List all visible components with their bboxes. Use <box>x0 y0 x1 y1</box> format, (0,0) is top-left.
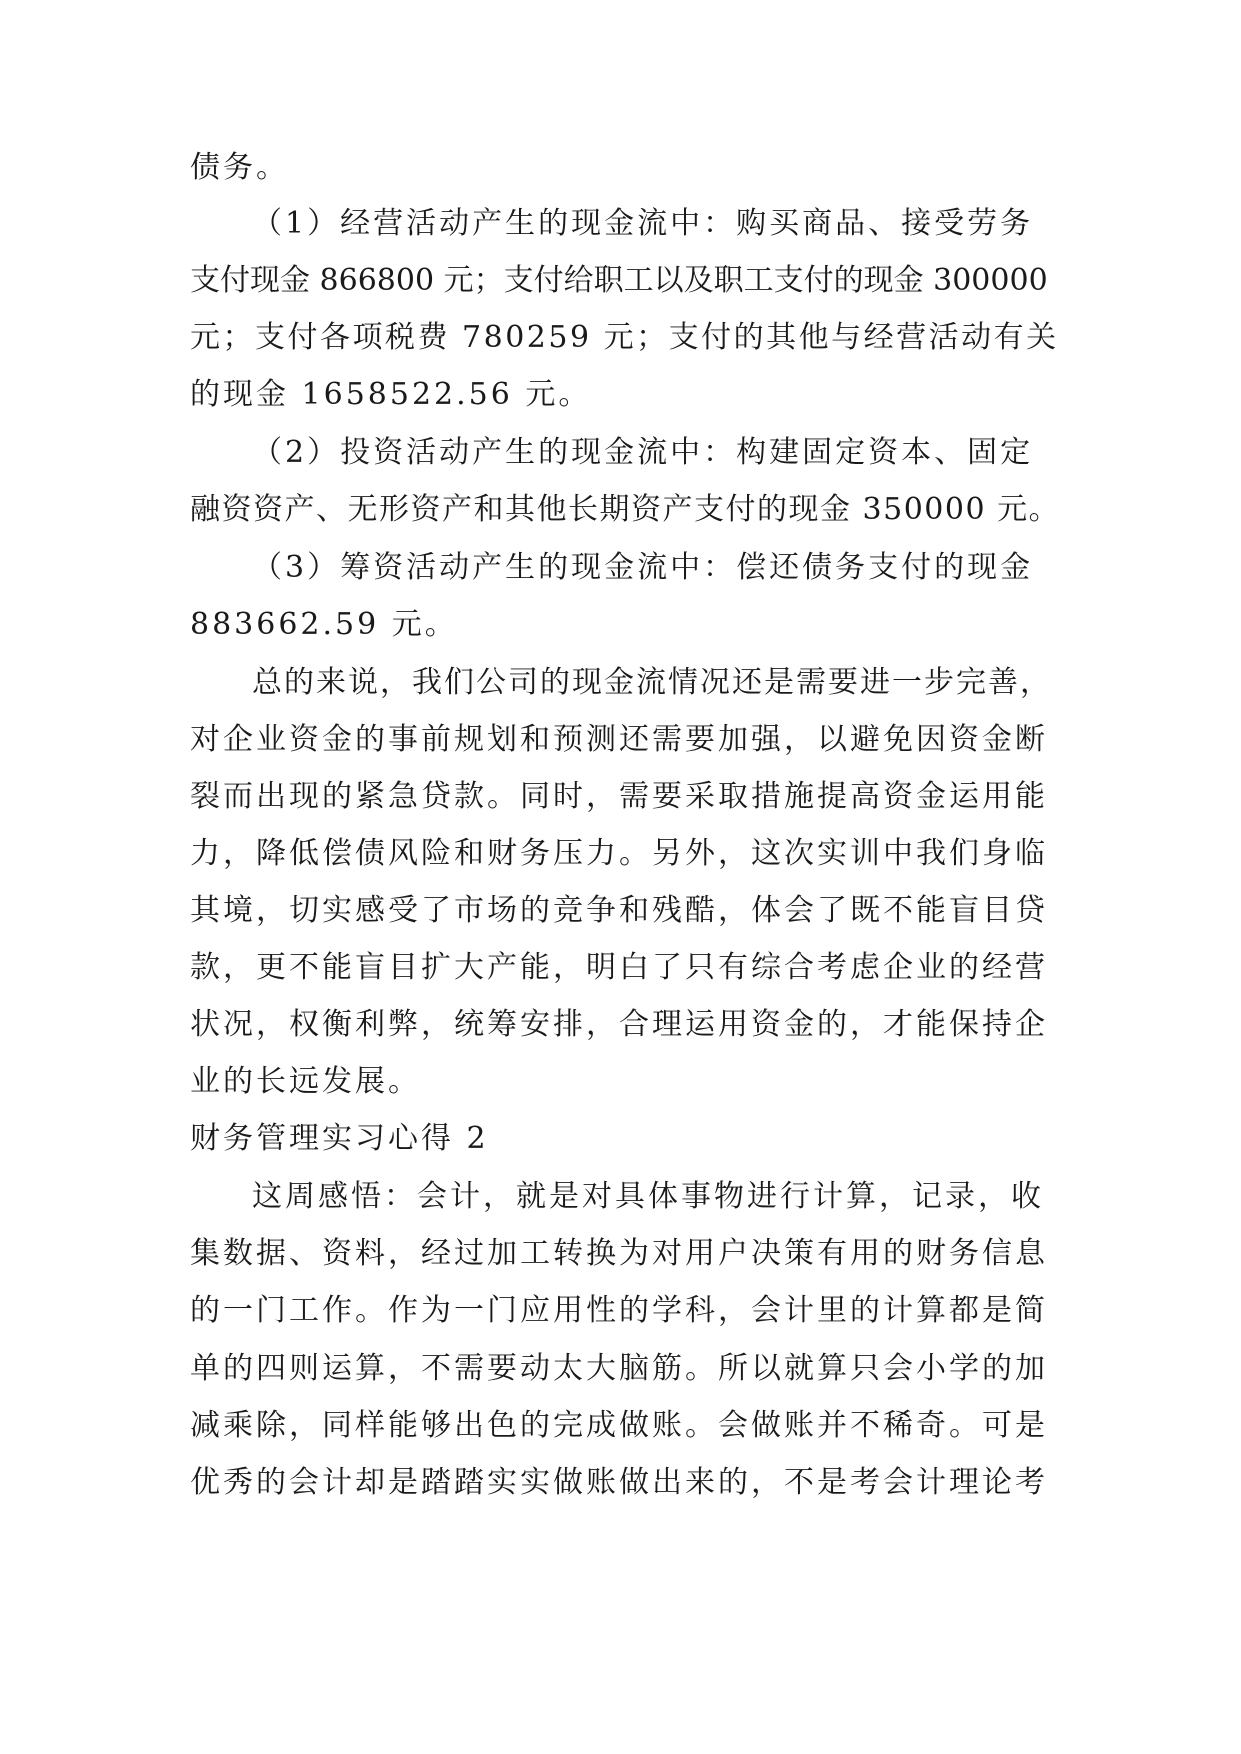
text-line-16: 状况，权衡利弊，统筹安排，合理运用资金的，才能保持企 <box>190 1007 1048 1042</box>
text-line-3: 支付现金 866800 元；支付给职工以及职工支付的现金 300000 <box>190 263 1048 298</box>
text-line-1: 债务。 <box>190 150 289 185</box>
text-line-10: 总的来说，我们公司的现金流情况还是需要进一步完善， <box>252 665 1052 700</box>
text-line-24: 优秀的会计却是踏踏实实做账做出来的，不是考会计理论考 <box>190 1465 1048 1500</box>
section-heading: 财务管理实习心得 2 <box>190 1121 489 1156</box>
text-line-13: 力，降低偿债风险和财务压力。另外，这次实训中我们身临 <box>190 836 1048 871</box>
text-line-5: 的现金 1658522.56 元。 <box>190 377 592 412</box>
text-line-6: （2）投资活动产生的现金流中：构建固定资本、固定 <box>252 435 1034 470</box>
text-line-4: 元；支付各项税费 780259 元；支付的其他与经营活动有关 <box>190 320 1059 355</box>
text-line-20: 集数据、资料，经过加工转换为对用户决策有用的财务信息 <box>190 1236 1048 1271</box>
text-line-7: 融资资产、无形资产和其他长期资产支付的现金 350000 元。 <box>190 492 1061 527</box>
text-line-2: （1）经营活动产生的现金流中：购买商品、接受劳务 <box>252 206 1034 241</box>
text-line-17: 业的长远发展。 <box>190 1064 421 1099</box>
text-line-12: 裂而出现的紧急贷款。同时，需要采取措施提高资金运用能 <box>190 779 1048 814</box>
text-line-9: 883662.59 元。 <box>190 607 458 642</box>
text-line-8: （3）筹资活动产生的现金流中：偿还债务支付的现金 <box>252 550 1034 585</box>
text-line-15: 款，更不能盲目扩大产能，明白了只有综合考虑企业的经营 <box>190 950 1048 985</box>
text-line-19: 这周感悟：会计，就是对具体事物进行计算，记录，收 <box>252 1179 1044 1214</box>
text-line-22: 单的四则运算，不需要动太大脑筋。所以就算只会小学的加 <box>190 1351 1048 1386</box>
text-line-23: 减乘除，同样能够出色的完成做账。会做账并不稀奇。可是 <box>190 1408 1048 1443</box>
text-line-14: 其境，切实感受了市场的竞争和残酷，体会了既不能盲目贷 <box>190 893 1048 928</box>
text-line-21: 的一门工作。作为一门应用性的学科，会计里的计算都是简 <box>190 1293 1048 1328</box>
text-line-11: 对企业资金的事前规划和预测还需要加强，以避免因资金断 <box>190 722 1048 757</box>
